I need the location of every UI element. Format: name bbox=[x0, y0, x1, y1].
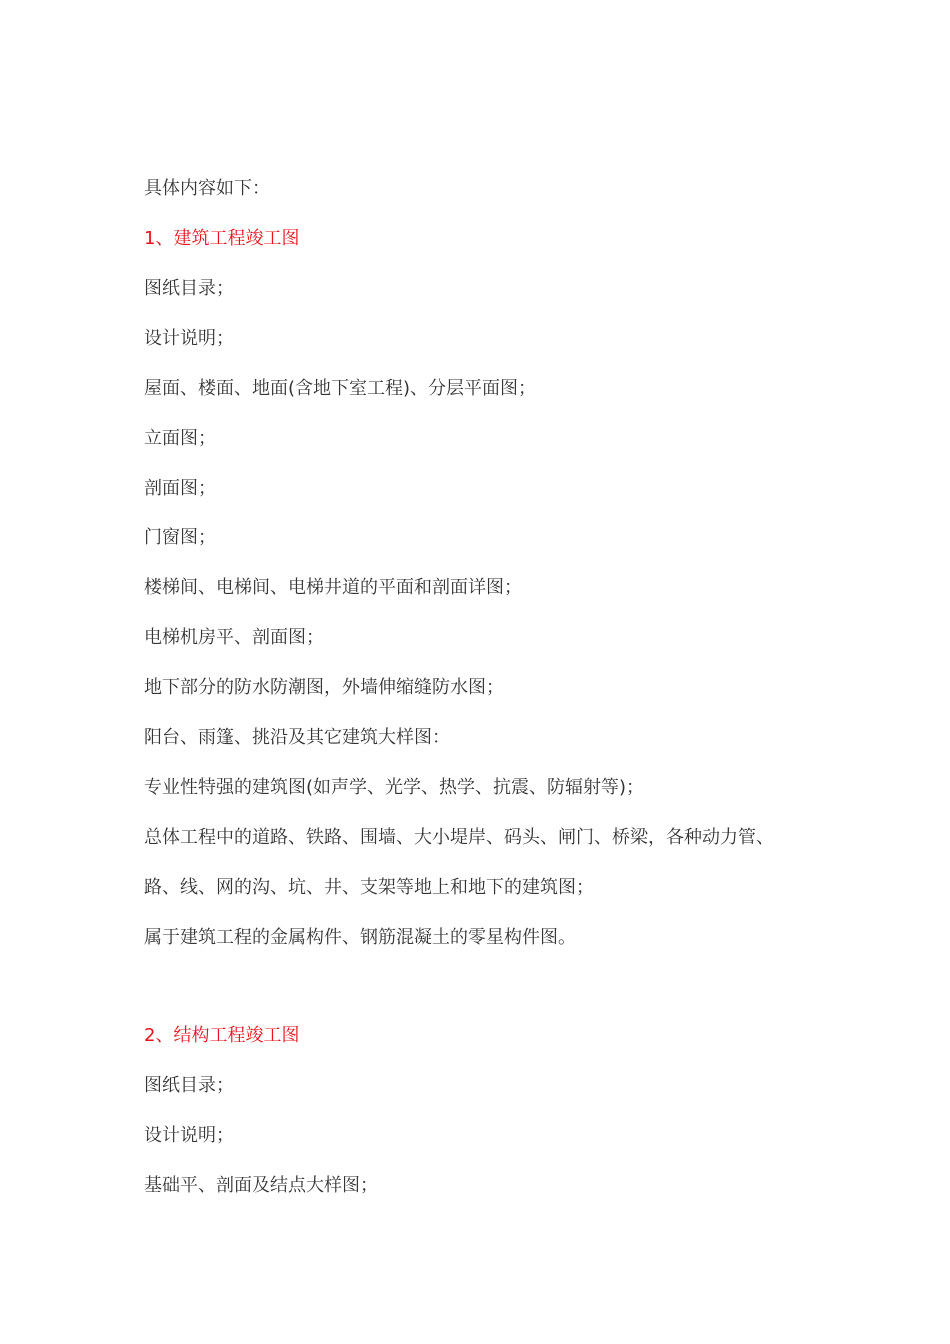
section-1-item: 专业性特强的建筑图(如声学、光学、热学、抗震、防辐射等)； bbox=[144, 777, 645, 798]
section-1-item: 楼梯间、电梯间、电梯井道的平面和剖面详图； bbox=[144, 577, 522, 598]
intro-text: 具体内容如下： bbox=[144, 178, 270, 199]
section-1-item: 屋面、楼面、地面(含地下室工程)、分层平面图； bbox=[144, 378, 537, 399]
section-1-item: 设计说明； bbox=[144, 328, 234, 349]
section-2-item: 设计说明； bbox=[144, 1125, 234, 1146]
section-1-item: 总体工程中的道路、铁路、围墙、大小堤岸、码头、闸门、桥梁，各种动力管、 bbox=[144, 827, 774, 848]
section-2-heading: 2、结构工程竣工图 bbox=[144, 1025, 300, 1046]
section-1-item: 电梯机房平、剖面图； bbox=[144, 627, 324, 648]
section-2-item: 基础平、剖面及结点大样图； bbox=[144, 1175, 378, 1196]
section-1-item: 地下部分的防水防潮图，外墙伸缩缝防水图； bbox=[144, 677, 504, 698]
section-1-item: 属于建筑工程的金属构件、钢筋混凝土的零星构件图。 bbox=[144, 927, 576, 948]
section-1-item: 剖面图； bbox=[144, 478, 216, 499]
section-1-item: 路、线、网的沟、坑、井、支架等地上和地下的建筑图； bbox=[144, 877, 594, 898]
section-1-heading: 1、建筑工程竣工图 bbox=[144, 228, 300, 249]
section-1-item: 立面图； bbox=[144, 428, 216, 449]
section-2-item: 图纸目录； bbox=[144, 1075, 234, 1096]
section-1-item: 阳台、雨篷、挑沿及其它建筑大样图： bbox=[144, 727, 450, 748]
section-1-item: 门窗图； bbox=[144, 527, 216, 548]
section-1-item: 图纸目录； bbox=[144, 278, 234, 299]
